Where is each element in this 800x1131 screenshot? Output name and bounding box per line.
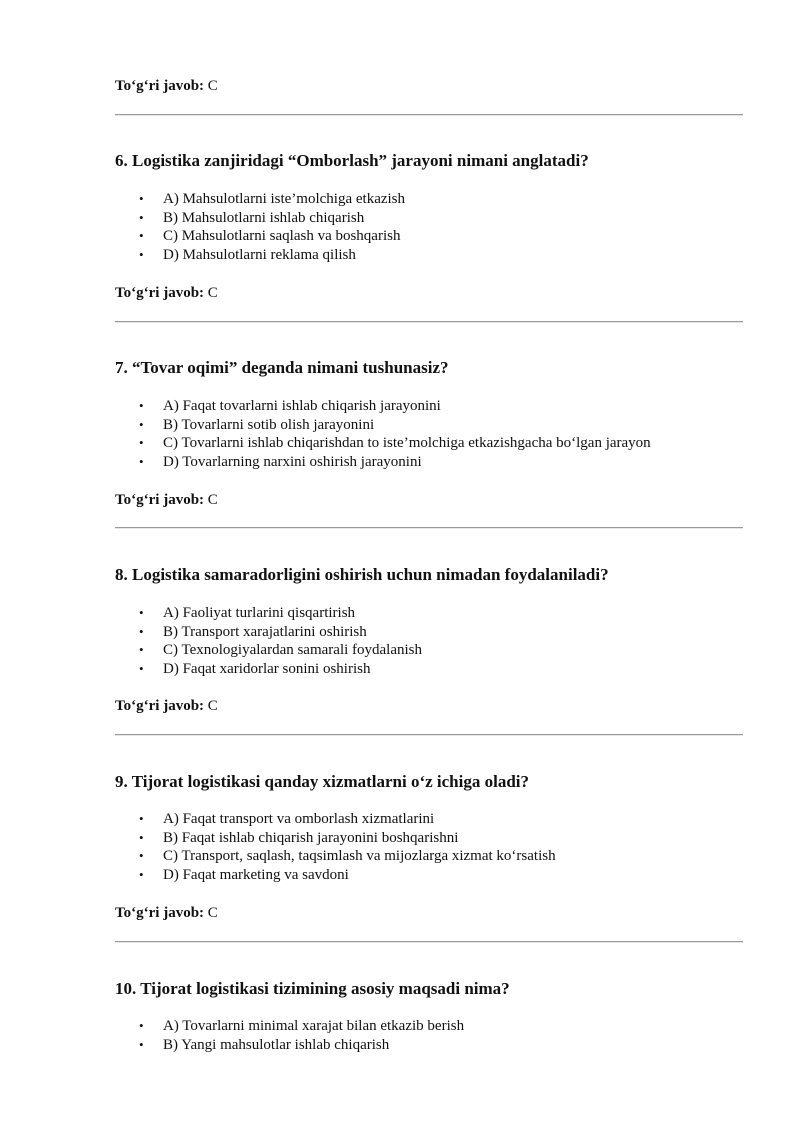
bullet-icon: • xyxy=(139,398,144,413)
option-text: D) Faqat xaridorlar sonini oshirish xyxy=(163,660,371,677)
bullet-icon: • xyxy=(139,209,144,225)
option-item xyxy=(115,227,405,246)
bullet-icon: • xyxy=(139,623,144,639)
answer-value: C xyxy=(207,285,218,301)
answer-value: C xyxy=(207,78,218,94)
answer-line xyxy=(115,77,218,95)
answer-label: To‘g‘ri javob: xyxy=(115,78,205,94)
options-list xyxy=(115,1017,464,1054)
option-text: B) Faqat ishlab chiqarish jarayonini boshqarishni xyxy=(163,829,459,846)
question-title: 7. “Tovar oqimi” deganda nimani tushunasiz? xyxy=(115,358,449,377)
option-item xyxy=(115,1036,464,1055)
option-text: C) Transport, saqlash, taqsimlash va mijozlarga xizmat ko‘rsatish xyxy=(163,848,556,865)
bullet-icon: • xyxy=(139,642,144,658)
bullet-icon: • xyxy=(139,453,144,469)
divider xyxy=(115,734,743,736)
bullet-icon: • xyxy=(139,191,144,206)
option-item xyxy=(115,209,405,228)
bullet-icon: • xyxy=(139,866,144,882)
option-text: C) Tovarlarni ishlab chiqarishdan to iste’molchiga etkazishgacha bo‘lgan jarayon xyxy=(163,435,651,452)
answer-label: To‘g‘ri javob: xyxy=(115,905,205,921)
question-title: 6. Logistika zanjiridagi “Omborlash” jarayoni nimani anglatadi? xyxy=(115,151,589,170)
option-item xyxy=(115,434,651,453)
divider xyxy=(115,527,743,529)
answer-value: C xyxy=(207,905,218,921)
bullet-icon: • xyxy=(139,811,144,826)
option-text: A) Faqat transport va omborlash xizmatlarini xyxy=(163,811,435,827)
option-item xyxy=(115,416,651,435)
options-list xyxy=(115,810,556,884)
answer-line xyxy=(115,697,218,715)
bullet-icon: • xyxy=(139,228,144,244)
option-item xyxy=(115,810,556,829)
answer-line xyxy=(115,904,218,922)
option-item xyxy=(115,453,651,472)
question-title: 9. Tijorat logistikasi qanday xizmatlarni o‘z ichiga oladi? xyxy=(115,772,530,791)
option-item xyxy=(115,660,422,679)
options-list xyxy=(115,397,651,471)
option-item xyxy=(115,246,405,265)
divider xyxy=(115,114,743,116)
option-item xyxy=(115,1017,464,1036)
answer-label: To‘g‘ri javob: xyxy=(115,285,205,301)
options-list xyxy=(115,604,422,678)
option-text: B) Transport xarajatlarini oshirish xyxy=(163,623,367,640)
bullet-icon: • xyxy=(139,246,144,262)
bullet-icon: • xyxy=(139,416,144,432)
bullet-icon: • xyxy=(139,605,144,620)
option-text: A) Tovarlarni minimal xarajat bilan etkazib berish xyxy=(163,1018,465,1034)
option-item xyxy=(115,829,556,848)
answer-value: C xyxy=(207,492,218,508)
answer-line xyxy=(115,491,218,509)
option-text: D) Faqat marketing va savdoni xyxy=(163,866,349,883)
option-text: A) Mahsulotlarni iste’molchiga etkazish xyxy=(163,191,406,207)
option-text: B) Tovarlarni sotib olish jarayonini xyxy=(163,416,375,433)
answer-label: To‘g‘ri javob: xyxy=(115,492,205,508)
divider xyxy=(115,321,743,323)
divider xyxy=(115,941,743,943)
option-item xyxy=(115,847,556,866)
option-text: C) Texnologiyalardan samarali foydalanish xyxy=(163,642,423,659)
option-text: B) Mahsulotlarni ishlab chiqarish xyxy=(163,209,365,226)
option-text: A) Faqat tovarlarni ishlab chiqarish jarayonini xyxy=(163,398,441,414)
bullet-icon: • xyxy=(139,1036,144,1052)
question-title: 8. Logistika samaradorligini oshirish uchun nimadan foydalaniladi? xyxy=(115,565,609,584)
answer-label: To‘g‘ri javob: xyxy=(115,698,205,714)
answer-value: C xyxy=(207,698,218,714)
option-item xyxy=(115,866,556,885)
option-item xyxy=(115,623,422,642)
answer-line xyxy=(115,284,218,302)
option-item xyxy=(115,397,651,416)
option-text: C) Mahsulotlarni saqlash va boshqarish xyxy=(163,228,401,245)
bullet-icon: • xyxy=(139,1018,144,1033)
option-text: D) Tovarlarning narxini oshirish jarayonini xyxy=(163,453,422,470)
bullet-icon: • xyxy=(139,435,144,451)
option-item xyxy=(115,641,422,660)
options-list xyxy=(115,190,405,264)
option-text: A) Faoliyat turlarini qisqartirish xyxy=(163,605,356,621)
bullet-icon: • xyxy=(139,829,144,845)
option-text: D) Mahsulotlarni reklama qilish xyxy=(163,246,356,263)
bullet-icon: • xyxy=(139,848,144,864)
bullet-icon: • xyxy=(139,660,144,676)
option-item xyxy=(115,604,422,623)
option-text: B) Yangi mahsulotlar ishlab chiqarish xyxy=(163,1036,390,1053)
question-title: 10. Tijorat logistikasi tizimining asosiy maqsadi nima? xyxy=(115,979,510,998)
option-item xyxy=(115,190,405,209)
